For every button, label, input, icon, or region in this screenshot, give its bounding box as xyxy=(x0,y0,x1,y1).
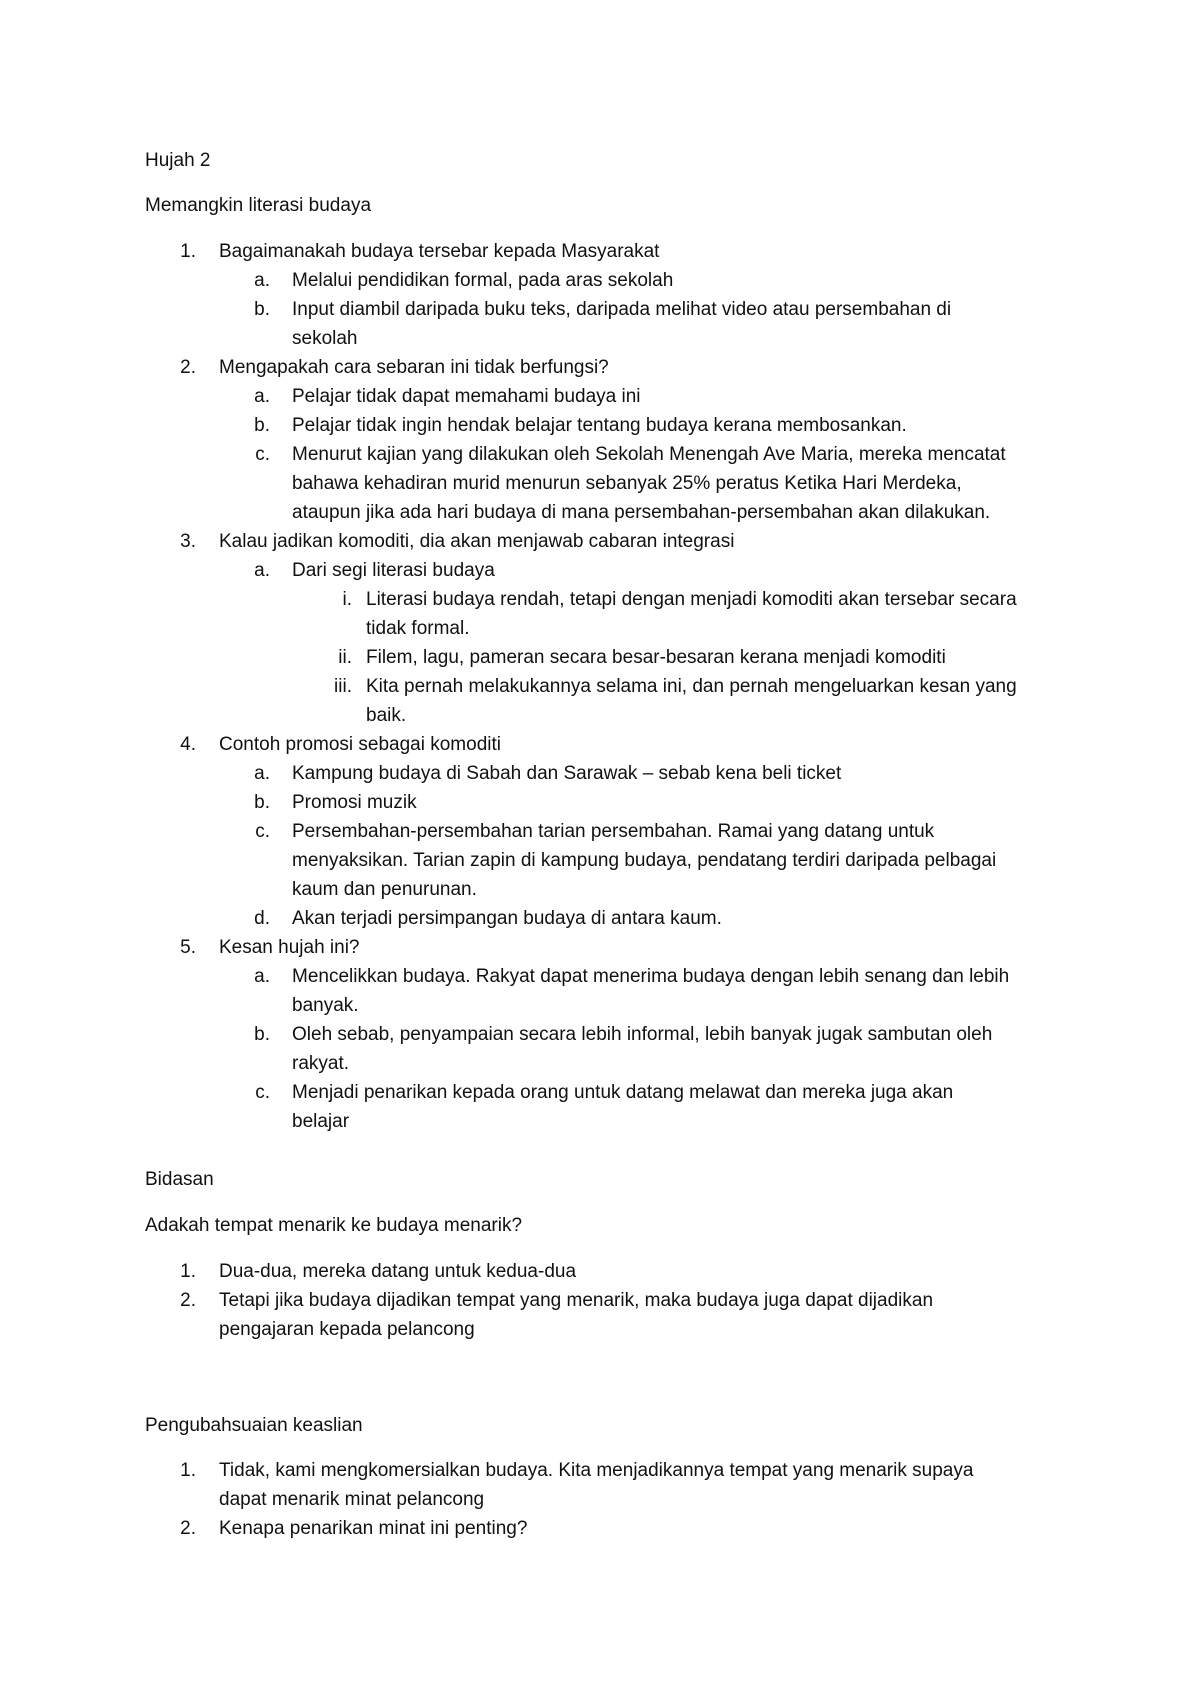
list-text-continued: sekolah xyxy=(292,328,358,349)
list-text: Pelajar tidak ingin hendak belajar tentang budaya kerana membosankan. xyxy=(292,415,907,436)
list-roman: iii. xyxy=(334,676,352,697)
list-roman: ii. xyxy=(338,647,352,668)
list-text: Persembahan-persembahan tarian persembahan. Ramai yang datang untuk xyxy=(292,821,935,842)
list-text: Menjadi penarikan kepada orang untuk datang melawat dan mereka juga akan xyxy=(292,1082,954,1103)
list-text: Oleh sebab, penyampaian secara lebih informal, lebih banyak jugak sambutan oleh xyxy=(292,1024,993,1045)
list-letter: a. xyxy=(254,763,270,784)
list-text: Melalui pendidikan formal, pada aras sekolah xyxy=(292,270,674,291)
list-text: Kalau jadikan komoditi, dia akan menjawab cabaran integrasi xyxy=(219,531,735,552)
list-letter: b. xyxy=(254,792,270,813)
list-number: 1. xyxy=(180,241,196,262)
subheading-literasi: Memangkin literasi budaya xyxy=(145,195,372,216)
list-text: Kenapa penarikan minat ini penting? xyxy=(219,1518,528,1539)
list-number: 1. xyxy=(180,1261,196,1282)
list-text-continued: menyaksikan. Tarian zapin di kampung budaya, pendatang terdiri daripada pelbagai xyxy=(292,850,997,871)
list-text: Dua-dua, mereka datang untuk kedua-dua xyxy=(219,1261,577,1282)
list-text: Kampung budaya di Sabah dan Sarawak – sebab kena beli ticket xyxy=(292,763,842,784)
list-letter: b. xyxy=(254,415,270,436)
list-letter: b. xyxy=(254,1024,270,1045)
list-number: 2. xyxy=(180,1518,196,1539)
heading-pengubahsuaian: Pengubahsuaian keaslian xyxy=(145,1415,363,1436)
list-text-continued: kaum dan penurunan. xyxy=(292,879,477,900)
list-text: Filem, lagu, pameran secara besar-besaran kerana menjadi komoditi xyxy=(366,647,946,668)
list-number: 2. xyxy=(180,1290,196,1311)
list-text: Mencelikkan budaya. Rakyat dapat menerima budaya dengan lebih senang dan lebih xyxy=(292,966,1010,987)
list-letter: c. xyxy=(255,444,270,465)
list-number: 1. xyxy=(180,1460,196,1481)
list-text-continued: baik. xyxy=(366,705,407,726)
heading-hujah: Hujah 2 xyxy=(145,150,211,171)
list-text: Contoh promosi sebagai komoditi xyxy=(219,734,501,755)
list-letter: c. xyxy=(255,821,270,842)
list-text: Bagaimanakah budaya tersebar kepada Masyarakat xyxy=(219,241,660,262)
list-number: 5. xyxy=(180,937,196,958)
list-number: 4. xyxy=(180,734,196,755)
list-text: Pelajar tidak dapat memahami budaya ini xyxy=(292,386,641,407)
list-roman: i. xyxy=(342,589,352,610)
list-text: Tidak, kami mengkomersialkan budaya. Kita menjadikannya tempat yang menarik supaya xyxy=(219,1460,974,1481)
list-text-continued: banyak. xyxy=(292,995,359,1016)
list-text: Kita pernah melakukannya selama ini, dan pernah mengeluarkan kesan yang xyxy=(366,676,1017,697)
list-text-continued: pengajaran kepada pelancong xyxy=(219,1319,475,1340)
list-number: 3. xyxy=(180,531,196,552)
list-text: Menurut kajian yang dilakukan oleh Sekolah Menengah Ave Maria, mereka mencatat xyxy=(292,444,1006,465)
list-text-continued: dapat menarik minat pelancong xyxy=(219,1489,485,1510)
list-letter: a. xyxy=(254,966,270,987)
list-letter: d. xyxy=(254,908,270,929)
list-text: Akan terjadi persimpangan budaya di antara kaum. xyxy=(292,908,722,929)
list-text-continued: tidak formal. xyxy=(366,618,470,639)
list-text: Kesan hujah ini? xyxy=(219,937,360,958)
list-text: Promosi muzik xyxy=(292,792,417,813)
list-letter: a. xyxy=(254,270,270,291)
list-text-continued: belajar xyxy=(292,1111,350,1132)
list-text: Dari segi literasi budaya xyxy=(292,560,495,581)
list-text-continued: rakyat. xyxy=(292,1053,350,1074)
list-letter: b. xyxy=(254,299,270,320)
list-text: Literasi budaya rendah, tetapi dengan menjadi komoditi akan tersebar secara xyxy=(366,589,1017,610)
list-text: Tetapi jika budaya dijadikan tempat yang menarik, maka budaya juga dapat dijadikan xyxy=(219,1290,934,1311)
list-text: Input diambil daripada buku teks, daripada melihat video atau persembahan di xyxy=(292,299,952,320)
list-number: 2. xyxy=(180,357,196,378)
list-letter: c. xyxy=(255,1082,270,1103)
list-letter: a. xyxy=(254,386,270,407)
subheading-question: Adakah tempat menarik ke budaya menarik? xyxy=(145,1215,523,1236)
list-letter: a. xyxy=(254,560,270,581)
list-text: Mengapakah cara sebaran ini tidak berfungsi? xyxy=(219,357,609,378)
list-text-continued: ataupun jika ada hari budaya di mana persembahan-persembahan akan dilakukan. xyxy=(292,502,991,523)
heading-bidasan: Bidasan xyxy=(145,1169,214,1190)
list-text-continued: bahawa kehadiran murid menurun sebanyak 25% peratus Ketika Hari Merdeka, xyxy=(292,473,962,494)
